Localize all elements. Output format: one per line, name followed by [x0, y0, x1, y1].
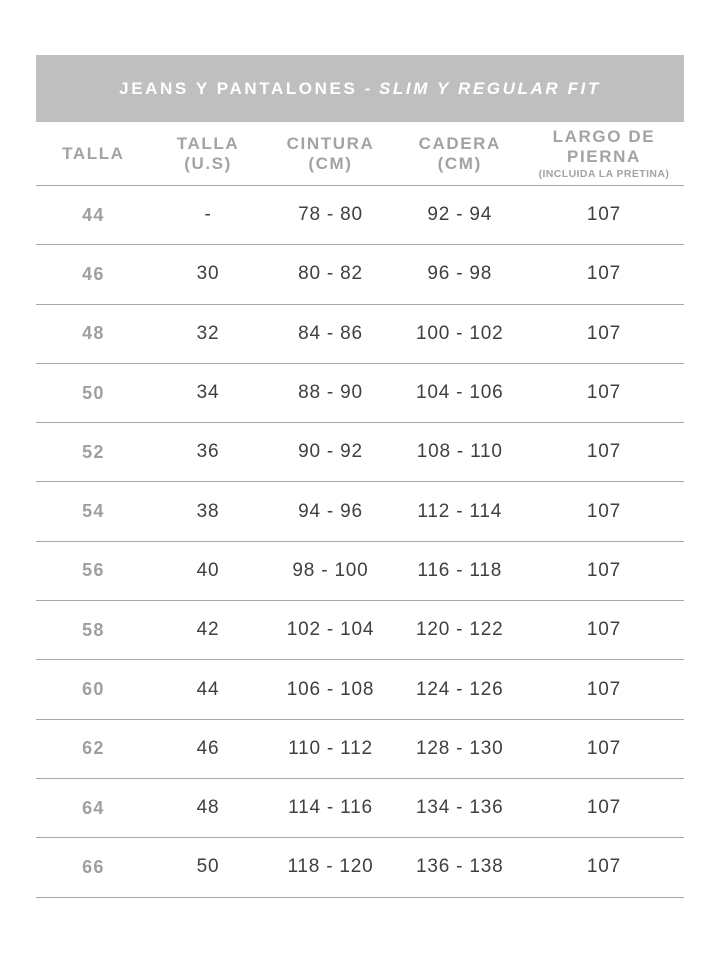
table-cell: 124 - 126 [416, 678, 504, 700]
table-row [36, 542, 684, 601]
size-cell: 62 [82, 738, 105, 759]
column-header-label: LARGO DE [552, 126, 656, 146]
table-cell: 104 - 106 [416, 382, 504, 404]
table-cell: 108 - 110 [416, 441, 503, 463]
table-row [36, 245, 684, 304]
size-cell: 56 [82, 560, 105, 581]
table-cell: 128 - 130 [416, 737, 504, 759]
table-cell: 107 [586, 263, 621, 285]
table-cell: 44 [196, 678, 220, 700]
table-row [36, 838, 684, 897]
column-header [524, 122, 684, 185]
table-row [36, 186, 684, 245]
size-cell: 46 [82, 263, 105, 284]
table-cell: 84 - 86 [298, 322, 363, 344]
size-cell: 58 [82, 619, 105, 640]
table-cell: 107 [586, 856, 621, 878]
table-cell: 48 [196, 797, 220, 819]
table-cell: 42 [196, 619, 220, 641]
table-cell: 134 - 136 [416, 797, 504, 819]
size-cell: 64 [82, 797, 105, 818]
table-cell: 107 [586, 204, 621, 226]
column-header [396, 122, 524, 185]
column-header-label: TALLA [62, 143, 125, 163]
size-cell: 44 [82, 204, 105, 225]
column-header-subline: PIERNA [567, 146, 641, 166]
table-cell: 116 - 118 [417, 559, 503, 581]
table-cell: 50 [196, 856, 220, 878]
table-cell: 118 - 120 [287, 856, 374, 878]
table-row [36, 423, 684, 482]
table-row [36, 482, 684, 541]
column-header-subline: (U.S) [184, 153, 232, 173]
table-title: JEANS Y PANTALONES - [119, 78, 373, 98]
table-cell: 107 [586, 619, 621, 641]
table-cell: 114 - 116 [288, 797, 373, 819]
size-cell: 50 [82, 382, 105, 403]
table-cell: 94 - 96 [298, 500, 363, 522]
table-cell: 30 [196, 263, 220, 285]
table-cell: 34 [196, 382, 220, 404]
table-cell: 38 [196, 500, 220, 522]
size-table [36, 122, 684, 898]
size-guide-content [36, 55, 684, 898]
table-row [36, 660, 684, 719]
table-cell: 107 [586, 678, 621, 700]
table-cell: 110 - 112 [288, 737, 373, 759]
table-cell: 90 - 92 [298, 441, 363, 463]
table-cell: - [204, 204, 212, 226]
table-cell: 107 [586, 500, 621, 522]
table-row [36, 779, 684, 838]
table-cell: 92 - 94 [427, 204, 493, 226]
table-cell: 107 [586, 737, 621, 759]
table-cell: 98 - 100 [292, 559, 369, 581]
table-row [36, 720, 684, 779]
column-header [265, 122, 395, 185]
table-cell: 96 - 98 [427, 263, 493, 285]
table-row [36, 305, 684, 364]
column-header [36, 122, 151, 185]
column-header-label: TALLA [176, 133, 240, 153]
table-cell: 107 [586, 797, 621, 819]
table-cell: 32 [196, 322, 220, 344]
size-cell: 60 [82, 679, 105, 700]
column-header-subline: (CM) [437, 153, 482, 173]
table-cell: 107 [586, 382, 621, 404]
table-row [36, 601, 684, 660]
table-title-fit-style: SLIM Y REGULAR FIT [378, 78, 601, 98]
table-cell: 120 - 122 [416, 619, 504, 641]
size-cell: 48 [82, 323, 105, 344]
table-row [36, 364, 684, 423]
column-header-subline: (CM) [308, 153, 353, 173]
table-cell: 100 - 102 [416, 322, 504, 344]
size-cell: 52 [82, 441, 105, 462]
table-body [36, 186, 684, 898]
table-cell: 36 [196, 441, 220, 463]
column-header-label: CADERA [418, 133, 501, 153]
table-cell: 112 - 114 [417, 500, 503, 522]
column-header-note: (INCLUIDA LA PRETINA) [538, 167, 670, 180]
table-cell: 88 - 90 [298, 382, 363, 404]
size-cell: 66 [82, 856, 105, 877]
column-header [151, 122, 266, 185]
table-cell: 107 [586, 322, 621, 344]
table-cell: 102 - 104 [286, 619, 375, 641]
table-cell: 136 - 138 [416, 856, 504, 878]
table-cell: 40 [196, 559, 220, 581]
column-header-label: CINTURA [286, 133, 375, 153]
table-cell: 107 [586, 441, 621, 463]
table-title-band [36, 55, 684, 122]
size-cell: 54 [82, 501, 105, 522]
table-cell: 107 [586, 559, 621, 581]
table-cell: 80 - 82 [298, 263, 363, 285]
table-header-row [36, 122, 684, 186]
table-cell: 106 - 108 [286, 678, 375, 700]
table-cell: 78 - 80 [298, 204, 363, 226]
table-cell: 46 [196, 737, 220, 759]
